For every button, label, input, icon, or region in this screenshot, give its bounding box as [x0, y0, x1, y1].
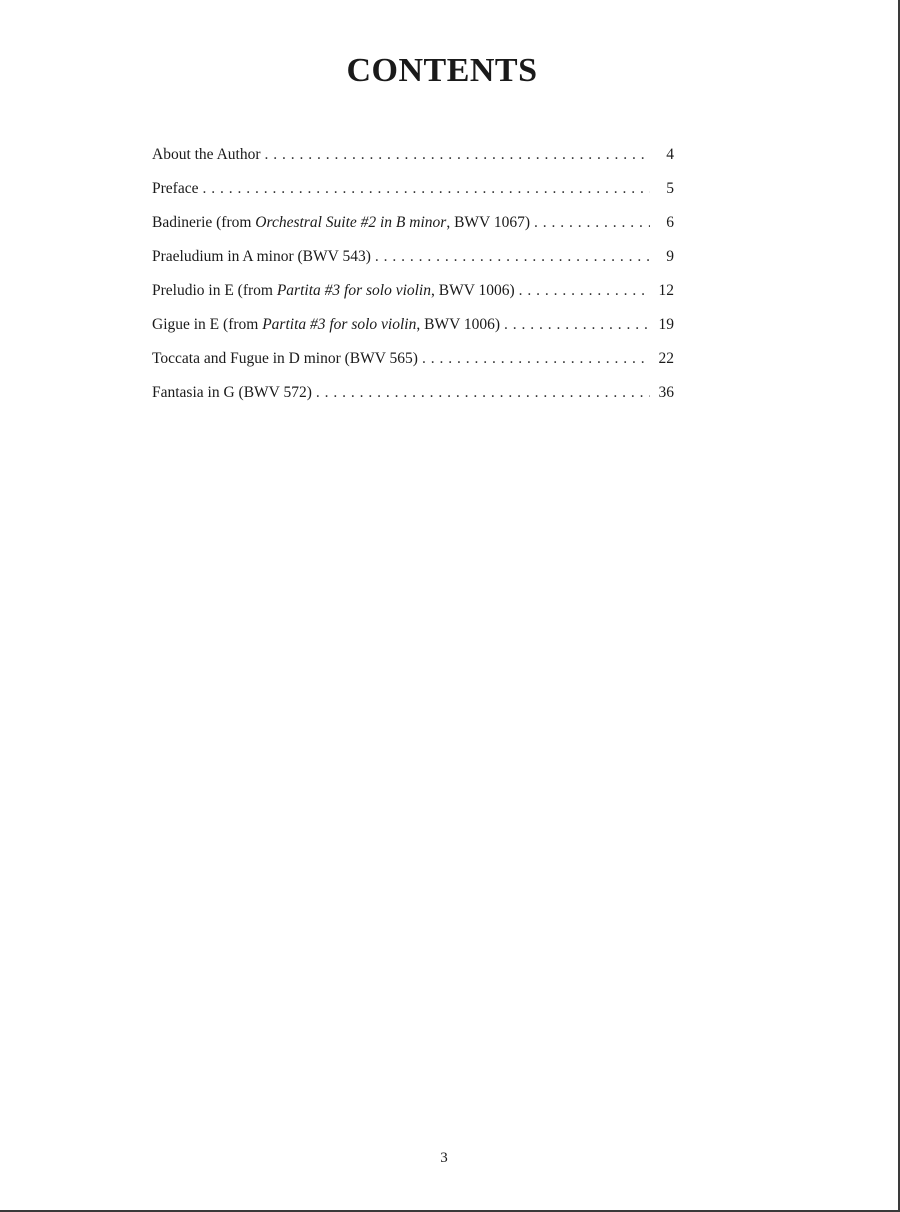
toc-entry[interactable]: [152, 384, 674, 418]
dot-leader: [202, 180, 650, 198]
toc-entry-title: Praeludium in A minor (BWV 543): [152, 248, 371, 265]
toc-entry[interactable]: [152, 282, 674, 316]
toc-entry[interactable]: [152, 350, 674, 384]
page-number: 3: [440, 1150, 448, 1166]
toc-entry-page: 22: [658, 350, 674, 367]
dot-leader: [265, 146, 651, 164]
toc-entry-page: 12: [658, 282, 674, 299]
toc-entry[interactable]: [152, 248, 674, 282]
toc-entry-page: 4: [666, 146, 674, 163]
toc-entry-title: Badinerie (from Orchestral Suite #2 in B minor, BWV 1067): [152, 214, 530, 231]
page-title: CONTENTS: [346, 52, 538, 89]
toc-entry[interactable]: [152, 146, 674, 180]
work-title-italic: Partita #3 for solo violin: [276, 282, 431, 299]
toc-entry[interactable]: [152, 180, 674, 214]
dot-leader: [422, 350, 650, 368]
work-title-italic: Partita #3 for solo violin: [262, 316, 417, 333]
toc-entry[interactable]: [152, 316, 674, 350]
toc-entry[interactable]: [152, 214, 674, 248]
work-title-italic: Orchestral Suite #2 in B minor: [255, 214, 447, 231]
toc-entry-page: 9: [666, 248, 674, 265]
toc-entry-title: Preludio in E (from Partita #3 for solo violin, BWV 1006): [152, 282, 515, 299]
dot-leader: [316, 384, 650, 402]
dot-leader: [504, 316, 650, 334]
toc-entry-page: 6: [666, 214, 674, 231]
dot-leader: [534, 214, 650, 232]
toc-entry-page: 5: [666, 180, 674, 197]
toc-entry-title: Fantasia in G (BWV 572): [152, 384, 312, 401]
dot-leader: [519, 282, 650, 300]
toc-entry-title: Toccata and Fugue in D minor (BWV 565): [152, 350, 418, 367]
toc-entry-page: 36: [658, 384, 674, 401]
toc-entry-title: Gigue in E (from Partita #3 for solo violin, BWV 1006): [152, 316, 501, 333]
toc-entry-title: Preface: [152, 180, 199, 197]
toc-entry-title: About the Author: [152, 146, 261, 163]
dot-leader: [375, 248, 650, 266]
toc-entry-page: 19: [658, 316, 674, 333]
table-of-contents: [152, 146, 674, 418]
